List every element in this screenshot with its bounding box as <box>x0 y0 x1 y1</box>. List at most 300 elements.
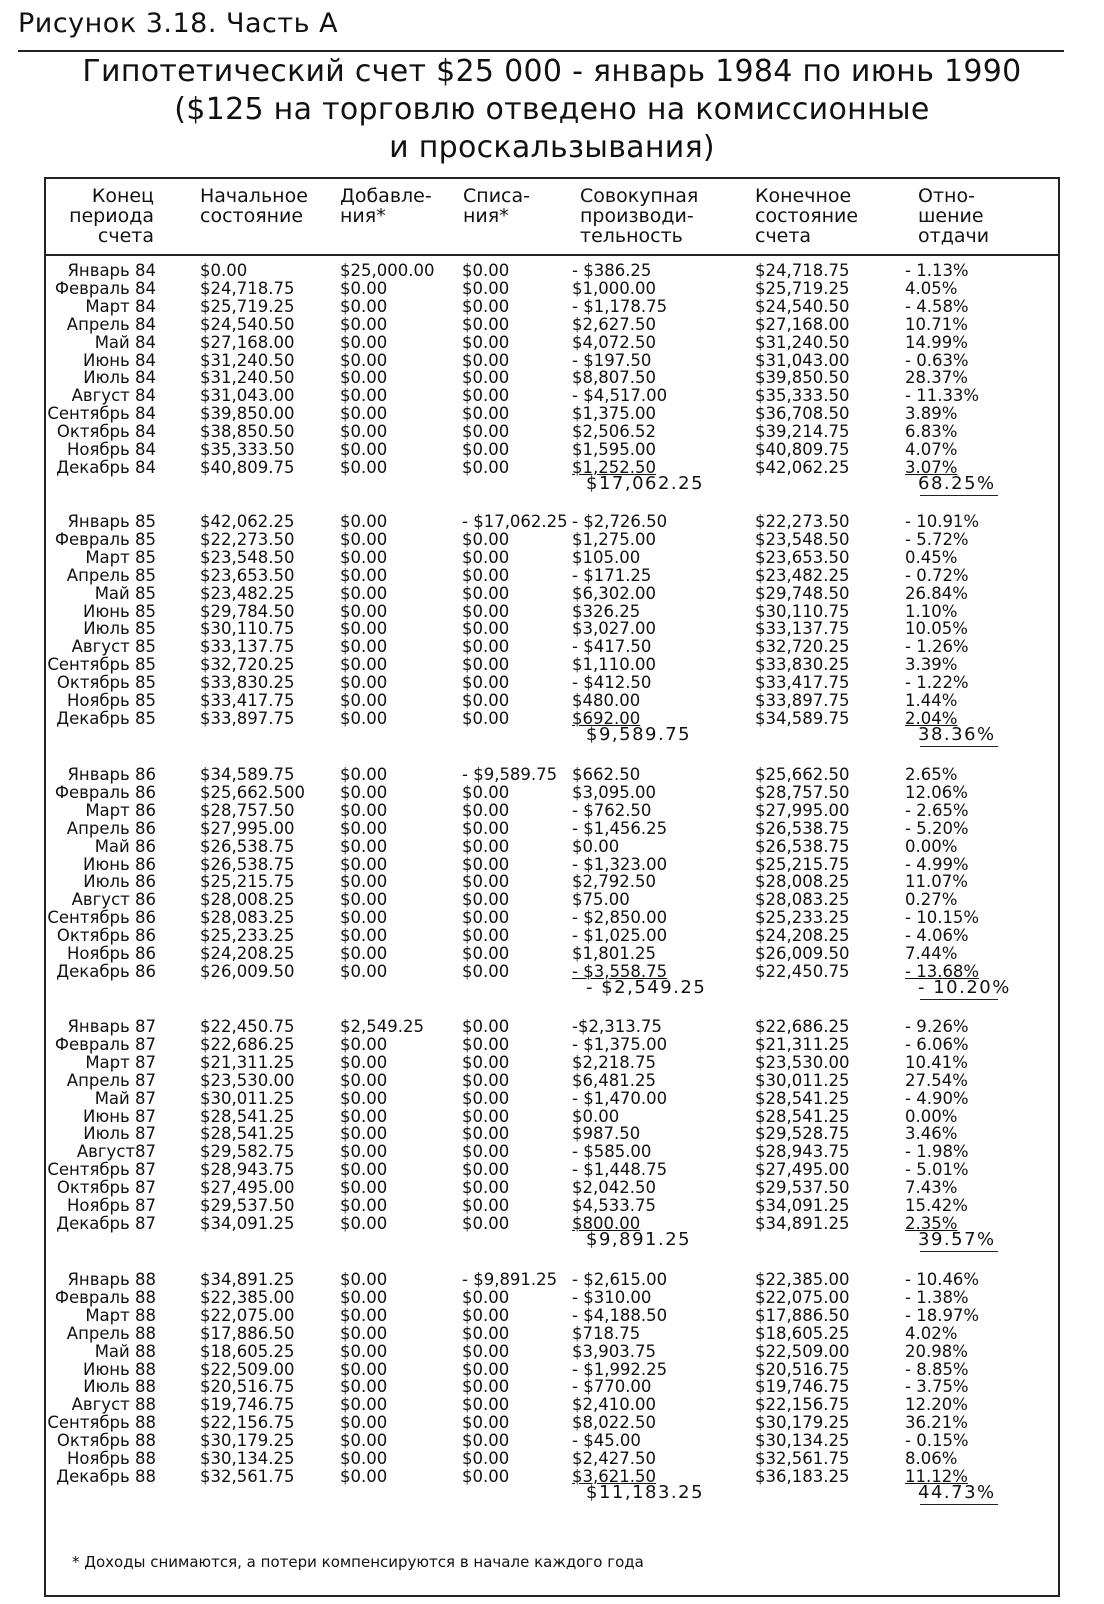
year-total-rule <box>920 999 998 1000</box>
cell-end: $29,528.75 <box>755 1124 850 1144</box>
cell-start: $29,784.50 <box>200 601 295 621</box>
cell-withdrawals: $0.00 <box>462 944 510 963</box>
cell-additions: $0.00 <box>340 601 388 621</box>
cell-month: Февраль 87 <box>54 1034 156 1054</box>
cell-withdrawals: $0.00 <box>462 350 510 370</box>
cell-start: $22,450.75 <box>200 1017 295 1036</box>
cell-performance: - $1,178.75 <box>572 296 668 316</box>
cell-start: $29,537.50 <box>200 1196 295 1215</box>
cell-additions: $0.00 <box>340 1270 388 1289</box>
cell-additions: $0.00 <box>340 872 388 892</box>
cell-start: $27,168.00 <box>200 332 295 352</box>
cell-month: Сентябрь 84 <box>47 404 156 424</box>
cell-additions: $0.00 <box>340 547 388 567</box>
cell-withdrawals: $0.00 <box>462 565 510 585</box>
cell-performance: $2,427.50 <box>572 1449 656 1468</box>
cell-performance: $75.00 <box>572 890 630 910</box>
cell-performance: $2,792.50 <box>572 872 656 892</box>
cell-month: Январь 86 <box>67 765 156 784</box>
cell-withdrawals: $0.00 <box>462 1196 510 1215</box>
header-period: Конец периода счета <box>69 185 154 247</box>
cell-additions: $0.00 <box>340 368 388 388</box>
cell-end: $34,589.75 <box>755 708 850 728</box>
cell-end: $28,757.50 <box>755 782 850 802</box>
cell-return: - 0.63% <box>905 350 969 370</box>
cell-end: $28,943.75 <box>755 1142 850 1162</box>
cell-performance: $8,807.50 <box>572 368 656 388</box>
cell-start: $27,495.00 <box>200 1178 295 1198</box>
cell-return: 11.12% <box>905 1466 968 1486</box>
cell-withdrawals: $0.00 <box>462 547 510 567</box>
year-total-performance: $9,891.25 <box>586 1228 692 1250</box>
year-total-rule <box>920 1251 998 1252</box>
cell-performance: $718.75 <box>572 1323 641 1343</box>
title-line-1: Гипотетический счет $25 000 - январь 1984 по июнь 1990 <box>82 54 1022 89</box>
cell-performance: $1,252.50 <box>572 457 656 477</box>
cell-withdrawals: $0.00 <box>462 1287 510 1307</box>
cell-return: - 11.33% <box>905 386 980 406</box>
cell-additions: $0.00 <box>340 637 388 657</box>
cell-return: 0.00% <box>905 1106 958 1126</box>
cell-withdrawals: $0.00 <box>462 1341 510 1361</box>
cell-withdrawals: $0.00 <box>462 296 510 316</box>
cell-month: Сентябрь 85 <box>47 655 156 675</box>
cell-month: Декабрь 87 <box>56 1213 156 1233</box>
cell-additions: $0.00 <box>340 404 388 424</box>
cell-additions: $0.00 <box>340 529 388 549</box>
cell-withdrawals: $0.00 <box>462 619 510 639</box>
cell-performance: - $171.25 <box>572 565 652 585</box>
cell-start: $33,137.75 <box>200 637 295 657</box>
cell-end: $39,214.75 <box>755 422 850 442</box>
cell-withdrawals: $0.00 <box>462 583 510 603</box>
cell-end: $22,450.75 <box>755 961 850 981</box>
footnote: * Доходы снимаются, а потери компенсируются в начале каждого года <box>72 1553 644 1571</box>
cell-month: Июль 88 <box>83 1377 156 1397</box>
cell-withdrawals: $0.00 <box>462 601 510 621</box>
cell-return: 3.46% <box>905 1124 958 1144</box>
cell-start: $27,995.00 <box>200 818 295 838</box>
cell-withdrawals: $0.00 <box>462 673 510 693</box>
cell-withdrawals: $0.00 <box>462 1213 510 1233</box>
cell-additions: $0.00 <box>340 890 388 910</box>
cell-month: Декабрь 85 <box>56 708 156 728</box>
cell-additions: $0.00 <box>340 1395 388 1415</box>
cell-month: Декабрь 86 <box>56 961 156 981</box>
cell-additions: $0.00 <box>340 926 388 946</box>
cell-month: Май 86 <box>94 836 156 856</box>
cell-performance: - $1,448.75 <box>572 1160 668 1180</box>
cell-withdrawals: $0.00 <box>462 1413 510 1433</box>
cell-performance: - $762.50 <box>572 800 652 820</box>
cell-month: Май 84 <box>94 332 156 352</box>
cell-performance: - $1,470.00 <box>572 1088 668 1108</box>
cell-start: $28,083.25 <box>200 908 295 928</box>
cell-withdrawals: $0.00 <box>462 1395 510 1415</box>
cell-additions: $0.00 <box>340 1466 388 1486</box>
cell-return: - 10.15% <box>905 908 980 928</box>
cell-return: - 5.20% <box>905 818 969 838</box>
cell-end: $26,538.75 <box>755 836 850 856</box>
cell-end: $29,748.50 <box>755 583 850 603</box>
cell-end: $30,134.25 <box>755 1431 850 1451</box>
cell-additions: $0.00 <box>340 1178 388 1198</box>
cell-start: $22,385.00 <box>200 1287 295 1307</box>
cell-performance: - $1,025.00 <box>572 926 668 946</box>
cell-withdrawals: $0.00 <box>462 368 510 388</box>
cell-end: $24,540.50 <box>755 296 850 316</box>
cell-start: $25,215.75 <box>200 872 295 892</box>
cell-withdrawals: $0.00 <box>462 440 510 459</box>
cell-additions: $0.00 <box>340 440 388 459</box>
cell-start: $22,156.75 <box>200 1413 295 1433</box>
cell-start: $33,830.25 <box>200 673 295 693</box>
cell-withdrawals: $0.00 <box>462 1088 510 1108</box>
cell-return: 4.02% <box>905 1323 958 1343</box>
cell-start: $24,540.50 <box>200 314 295 334</box>
cell-end: $24,208.25 <box>755 926 850 946</box>
cell-end: $19,746.75 <box>755 1377 850 1397</box>
cell-return: 26.84% <box>905 583 968 603</box>
cell-return: 12.06% <box>905 782 968 802</box>
cell-return: 6.83% <box>905 422 958 442</box>
cell-performance: $1,000.00 <box>572 278 656 298</box>
cell-additions: $0.00 <box>340 1287 388 1307</box>
header-performance: Совокупная производи- тельность <box>580 185 699 247</box>
cell-additions: $0.00 <box>340 673 388 693</box>
cell-return: 2.65% <box>905 765 958 784</box>
cell-withdrawals: $0.00 <box>462 1359 510 1379</box>
cell-withdrawals: $0.00 <box>462 1377 510 1397</box>
cell-performance: $1,275.00 <box>572 529 656 549</box>
cell-withdrawals: $0.00 <box>462 1052 510 1072</box>
cell-start: $21,311.25 <box>200 1052 295 1072</box>
cell-performance: - $770.00 <box>572 1377 652 1397</box>
cell-performance: $6,302.00 <box>572 583 656 603</box>
cell-return: 3.89% <box>905 404 958 424</box>
cell-end: $27,168.00 <box>755 314 850 334</box>
cell-performance: - $585.00 <box>572 1142 652 1162</box>
cell-month: Август 84 <box>71 386 156 406</box>
cell-return: 11.07% <box>905 872 968 892</box>
cell-withdrawals: $0.00 <box>462 332 510 352</box>
cell-month: Октябрь 88 <box>56 1431 156 1451</box>
cell-return: 10.41% <box>905 1052 968 1072</box>
cell-additions: $0.00 <box>340 1377 388 1397</box>
cell-performance: $105.00 <box>572 547 641 567</box>
cell-end: $30,179.25 <box>755 1413 850 1433</box>
cell-end: $25,233.25 <box>755 908 850 928</box>
cell-end: $34,091.25 <box>755 1196 850 1215</box>
cell-month: Октябрь 87 <box>56 1178 156 1198</box>
cell-additions: $0.00 <box>340 565 388 585</box>
cell-additions: $0.00 <box>340 1431 388 1451</box>
cell-performance: $480.00 <box>572 691 641 710</box>
cell-additions: $0.00 <box>340 818 388 838</box>
cell-start: $25,233.25 <box>200 926 295 946</box>
cell-performance: - $1,375.00 <box>572 1034 668 1054</box>
cell-end: $33,417.75 <box>755 673 850 693</box>
cell-withdrawals: $0.00 <box>462 818 510 838</box>
cell-start: $26,538.75 <box>200 836 295 856</box>
cell-withdrawals: $0.00 <box>462 961 510 981</box>
cell-withdrawals: $0.00 <box>462 1178 510 1198</box>
cell-month: Апрель 88 <box>66 1323 156 1343</box>
cell-end: $33,830.25 <box>755 655 850 675</box>
cell-start: $30,179.25 <box>200 1431 295 1451</box>
top-rule <box>18 50 1064 52</box>
cell-additions: $0.00 <box>340 908 388 928</box>
cell-withdrawals: $0.00 <box>462 314 510 334</box>
cell-additions: $0.00 <box>340 1070 388 1090</box>
title-line-3: и проскальзывания) <box>389 130 715 165</box>
cell-start: $31,240.50 <box>200 350 295 370</box>
cell-month: Январь 85 <box>67 512 156 531</box>
cell-return: 10.71% <box>905 314 968 334</box>
cell-withdrawals: $0.00 <box>462 1305 510 1325</box>
cell-additions: $0.00 <box>340 1341 388 1361</box>
cell-end: $25,719.25 <box>755 278 850 298</box>
cell-end: $23,548.50 <box>755 529 850 549</box>
header-end: Конечное состояние счета <box>755 185 859 247</box>
header-withdrawals: Списа- ния* <box>463 185 530 227</box>
year-total-rule <box>920 1504 998 1505</box>
cell-return: - 0.72% <box>905 565 969 585</box>
figure-label: Рисунок 3.18. Часть А <box>18 8 339 39</box>
cell-return: 36.21% <box>905 1413 968 1433</box>
cell-performance: - $2,850.00 <box>572 908 668 928</box>
year-total-return: 38.36% <box>918 723 996 745</box>
cell-withdrawals: $0.00 <box>462 278 510 298</box>
cell-return: 7.43% <box>905 1178 958 1198</box>
title-line-2: ($125 на торговлю отведено на комиссионные <box>174 92 930 127</box>
cell-month: Июнь 87 <box>83 1106 156 1126</box>
cell-return: - 1.22% <box>905 673 969 693</box>
cell-month: Март 88 <box>85 1305 156 1325</box>
cell-month: Октябрь 85 <box>56 673 156 693</box>
cell-performance: $4,533.75 <box>572 1196 656 1215</box>
cell-withdrawals: $0.00 <box>462 404 510 424</box>
cell-end: $31,043.00 <box>755 350 850 370</box>
cell-end: $24,718.75 <box>755 261 850 280</box>
cell-return: 3.39% <box>905 655 958 675</box>
cell-return: 4.05% <box>905 278 958 298</box>
cell-performance: - $417.50 <box>572 637 652 657</box>
cell-end: $26,538.75 <box>755 818 850 838</box>
cell-return: - 0.15% <box>905 1431 969 1451</box>
cell-end: $22,273.50 <box>755 512 850 531</box>
cell-end: $22,509.00 <box>755 1341 850 1361</box>
cell-return: 15.42% <box>905 1196 968 1215</box>
cell-return: 12.20% <box>905 1395 968 1415</box>
cell-start: $35,333.50 <box>200 440 295 459</box>
cell-month: Ноябрь 84 <box>66 440 156 459</box>
cell-start: $31,043.00 <box>200 386 295 406</box>
cell-performance: $1,801.25 <box>572 944 656 963</box>
cell-performance: $3,027.00 <box>572 619 656 639</box>
cell-withdrawals: $0.00 <box>462 908 510 928</box>
cell-additions: $0.00 <box>340 782 388 802</box>
cell-end: $25,662.50 <box>755 765 850 784</box>
cell-withdrawals: $0.00 <box>462 800 510 820</box>
year-total-return: - 10.20% <box>918 976 1011 998</box>
cell-start: $22,509.00 <box>200 1359 295 1379</box>
cell-additions: $0.00 <box>340 1142 388 1162</box>
cell-return: - 5.72% <box>905 529 969 549</box>
cell-month: Март 87 <box>85 1052 156 1072</box>
cell-month: Июнь 84 <box>83 350 156 370</box>
cell-return: 28.37% <box>905 368 968 388</box>
cell-withdrawals: $0.00 <box>462 655 510 675</box>
cell-start: $34,891.25 <box>200 1270 295 1289</box>
cell-month: Август 86 <box>71 890 156 910</box>
cell-performance: - $1,992.25 <box>572 1359 668 1379</box>
cell-end: $20,516.75 <box>755 1359 850 1379</box>
cell-performance: - $1,456.25 <box>572 818 668 838</box>
cell-additions: $0.00 <box>340 583 388 603</box>
cell-start: $20,516.75 <box>200 1377 295 1397</box>
cell-start: $22,273.50 <box>200 529 295 549</box>
cell-start: $28,008.25 <box>200 890 295 910</box>
cell-return: - 8.85% <box>905 1359 969 1379</box>
cell-start: $32,561.75 <box>200 1466 295 1486</box>
cell-withdrawals: $0.00 <box>462 782 510 802</box>
cell-start: $33,897.75 <box>200 708 295 728</box>
year-total-return: 39.57% <box>918 1228 996 1250</box>
cell-withdrawals: - $9,589.75 <box>462 765 558 784</box>
cell-start: $34,589.75 <box>200 765 295 784</box>
cell-return: 2.04% <box>905 708 958 728</box>
cell-additions: $25,000.00 <box>340 261 435 280</box>
cell-end: $21,311.25 <box>755 1034 850 1054</box>
cell-return: - 10.91% <box>905 512 980 531</box>
year-total-performance: $11,183.25 <box>586 1481 705 1503</box>
cell-month: Сентябрь 88 <box>47 1413 156 1433</box>
cell-additions: $0.00 <box>340 619 388 639</box>
cell-additions: $0.00 <box>340 800 388 820</box>
cell-start: $31,240.50 <box>200 368 295 388</box>
cell-month: Июнь 85 <box>83 601 156 621</box>
cell-performance: - $45.00 <box>572 1431 641 1451</box>
cell-start: $33,417.75 <box>200 691 295 710</box>
cell-month: Июль 86 <box>83 872 156 892</box>
cell-performance: $2,506.52 <box>572 422 656 442</box>
cell-end: $27,995.00 <box>755 800 850 820</box>
cell-month: Апрель 87 <box>66 1070 156 1090</box>
cell-end: $22,156.75 <box>755 1395 850 1415</box>
cell-additions: $0.00 <box>340 1323 388 1343</box>
cell-performance: $2,042.50 <box>572 1178 656 1198</box>
cell-performance: $987.50 <box>572 1124 641 1144</box>
cell-withdrawals: $0.00 <box>462 854 510 874</box>
cell-end: $17,886.50 <box>755 1305 850 1325</box>
cell-return: - 9.26% <box>905 1017 969 1036</box>
cell-start: $28,541.25 <box>200 1106 295 1126</box>
cell-return: 8.06% <box>905 1449 958 1468</box>
cell-withdrawals: - $9,891.25 <box>462 1270 558 1289</box>
cell-month: Июль 87 <box>83 1124 156 1144</box>
cell-additions: $0.00 <box>340 1124 388 1144</box>
cell-performance: - $2,615.00 <box>572 1270 668 1289</box>
cell-start: $40,809.75 <box>200 457 295 477</box>
cell-month: Октябрь 84 <box>56 422 156 442</box>
cell-start: $19,746.75 <box>200 1395 295 1415</box>
cell-withdrawals: $0.00 <box>462 422 510 442</box>
cell-return: - 4.99% <box>905 854 969 874</box>
year-total-return: 44.73% <box>918 1481 996 1503</box>
cell-return: 10.05% <box>905 619 968 639</box>
cell-withdrawals: $0.00 <box>462 1070 510 1090</box>
cell-start: $28,541.25 <box>200 1124 295 1144</box>
cell-additions: $0.00 <box>340 1413 388 1433</box>
cell-performance: $2,410.00 <box>572 1395 656 1415</box>
cell-end: $29,537.50 <box>755 1178 850 1198</box>
cell-month: Май 85 <box>94 583 156 603</box>
header-additions: Добавле- ния* <box>340 185 432 227</box>
cell-withdrawals: - $17,062.25 <box>462 512 568 531</box>
cell-return: 1.44% <box>905 691 958 710</box>
cell-end: $22,385.00 <box>755 1270 850 1289</box>
cell-additions: $0.00 <box>340 1052 388 1072</box>
cell-return: - 18.97% <box>905 1305 980 1325</box>
cell-month: Апрель 84 <box>66 314 156 334</box>
cell-start: $23,482.25 <box>200 583 295 603</box>
cell-start: $23,548.50 <box>200 547 295 567</box>
cell-month: Август 85 <box>71 637 156 657</box>
cell-return: - 3.75% <box>905 1377 969 1397</box>
cell-performance: $692.00 <box>572 708 641 728</box>
cell-end: $23,653.50 <box>755 547 850 567</box>
cell-end: $30,110.75 <box>755 601 850 621</box>
cell-additions: $0.00 <box>340 961 388 981</box>
cell-return: - 4.90% <box>905 1088 969 1108</box>
cell-performance: - $4,188.50 <box>572 1305 668 1325</box>
cell-month: Февраль 85 <box>54 529 156 549</box>
cell-start: $22,686.25 <box>200 1034 295 1054</box>
cell-performance: $0.00 <box>572 1106 620 1126</box>
cell-month: Март 86 <box>85 800 156 820</box>
cell-additions: $0.00 <box>340 1449 388 1468</box>
cell-month: Февраль 84 <box>54 278 156 298</box>
cell-return: - 1.38% <box>905 1287 969 1307</box>
year-total-performance: $9,589.75 <box>586 723 692 745</box>
header-start: Начальное состояние <box>200 185 308 227</box>
cell-performance: $6,481.25 <box>572 1070 656 1090</box>
cell-end: $22,686.25 <box>755 1017 850 1036</box>
cell-performance: $3,621.50 <box>572 1466 656 1486</box>
cell-end: $36,183.25 <box>755 1466 850 1486</box>
cell-performance: - $197.50 <box>572 350 652 370</box>
cell-month: Июль 84 <box>83 368 156 388</box>
cell-performance: - $310.00 <box>572 1287 652 1307</box>
cell-additions: $0.00 <box>340 1034 388 1054</box>
cell-end: $35,333.50 <box>755 386 850 406</box>
cell-performance: -$2,313.75 <box>572 1017 662 1036</box>
cell-start: $25,719.25 <box>200 296 295 316</box>
cell-return: 14.99% <box>905 332 968 352</box>
cell-start: $30,134.25 <box>200 1449 295 1468</box>
cell-month: Ноябрь 87 <box>66 1196 156 1215</box>
cell-performance: $0.00 <box>572 836 620 856</box>
cell-end: $33,897.75 <box>755 691 850 710</box>
cell-end: $28,541.25 <box>755 1106 850 1126</box>
cell-withdrawals: $0.00 <box>462 386 510 406</box>
year-total-rule <box>920 495 998 496</box>
cell-month: Ноябрь 88 <box>66 1449 156 1468</box>
cell-additions: $0.00 <box>340 332 388 352</box>
cell-month: Август 88 <box>71 1395 156 1415</box>
cell-return: - 6.06% <box>905 1034 969 1054</box>
